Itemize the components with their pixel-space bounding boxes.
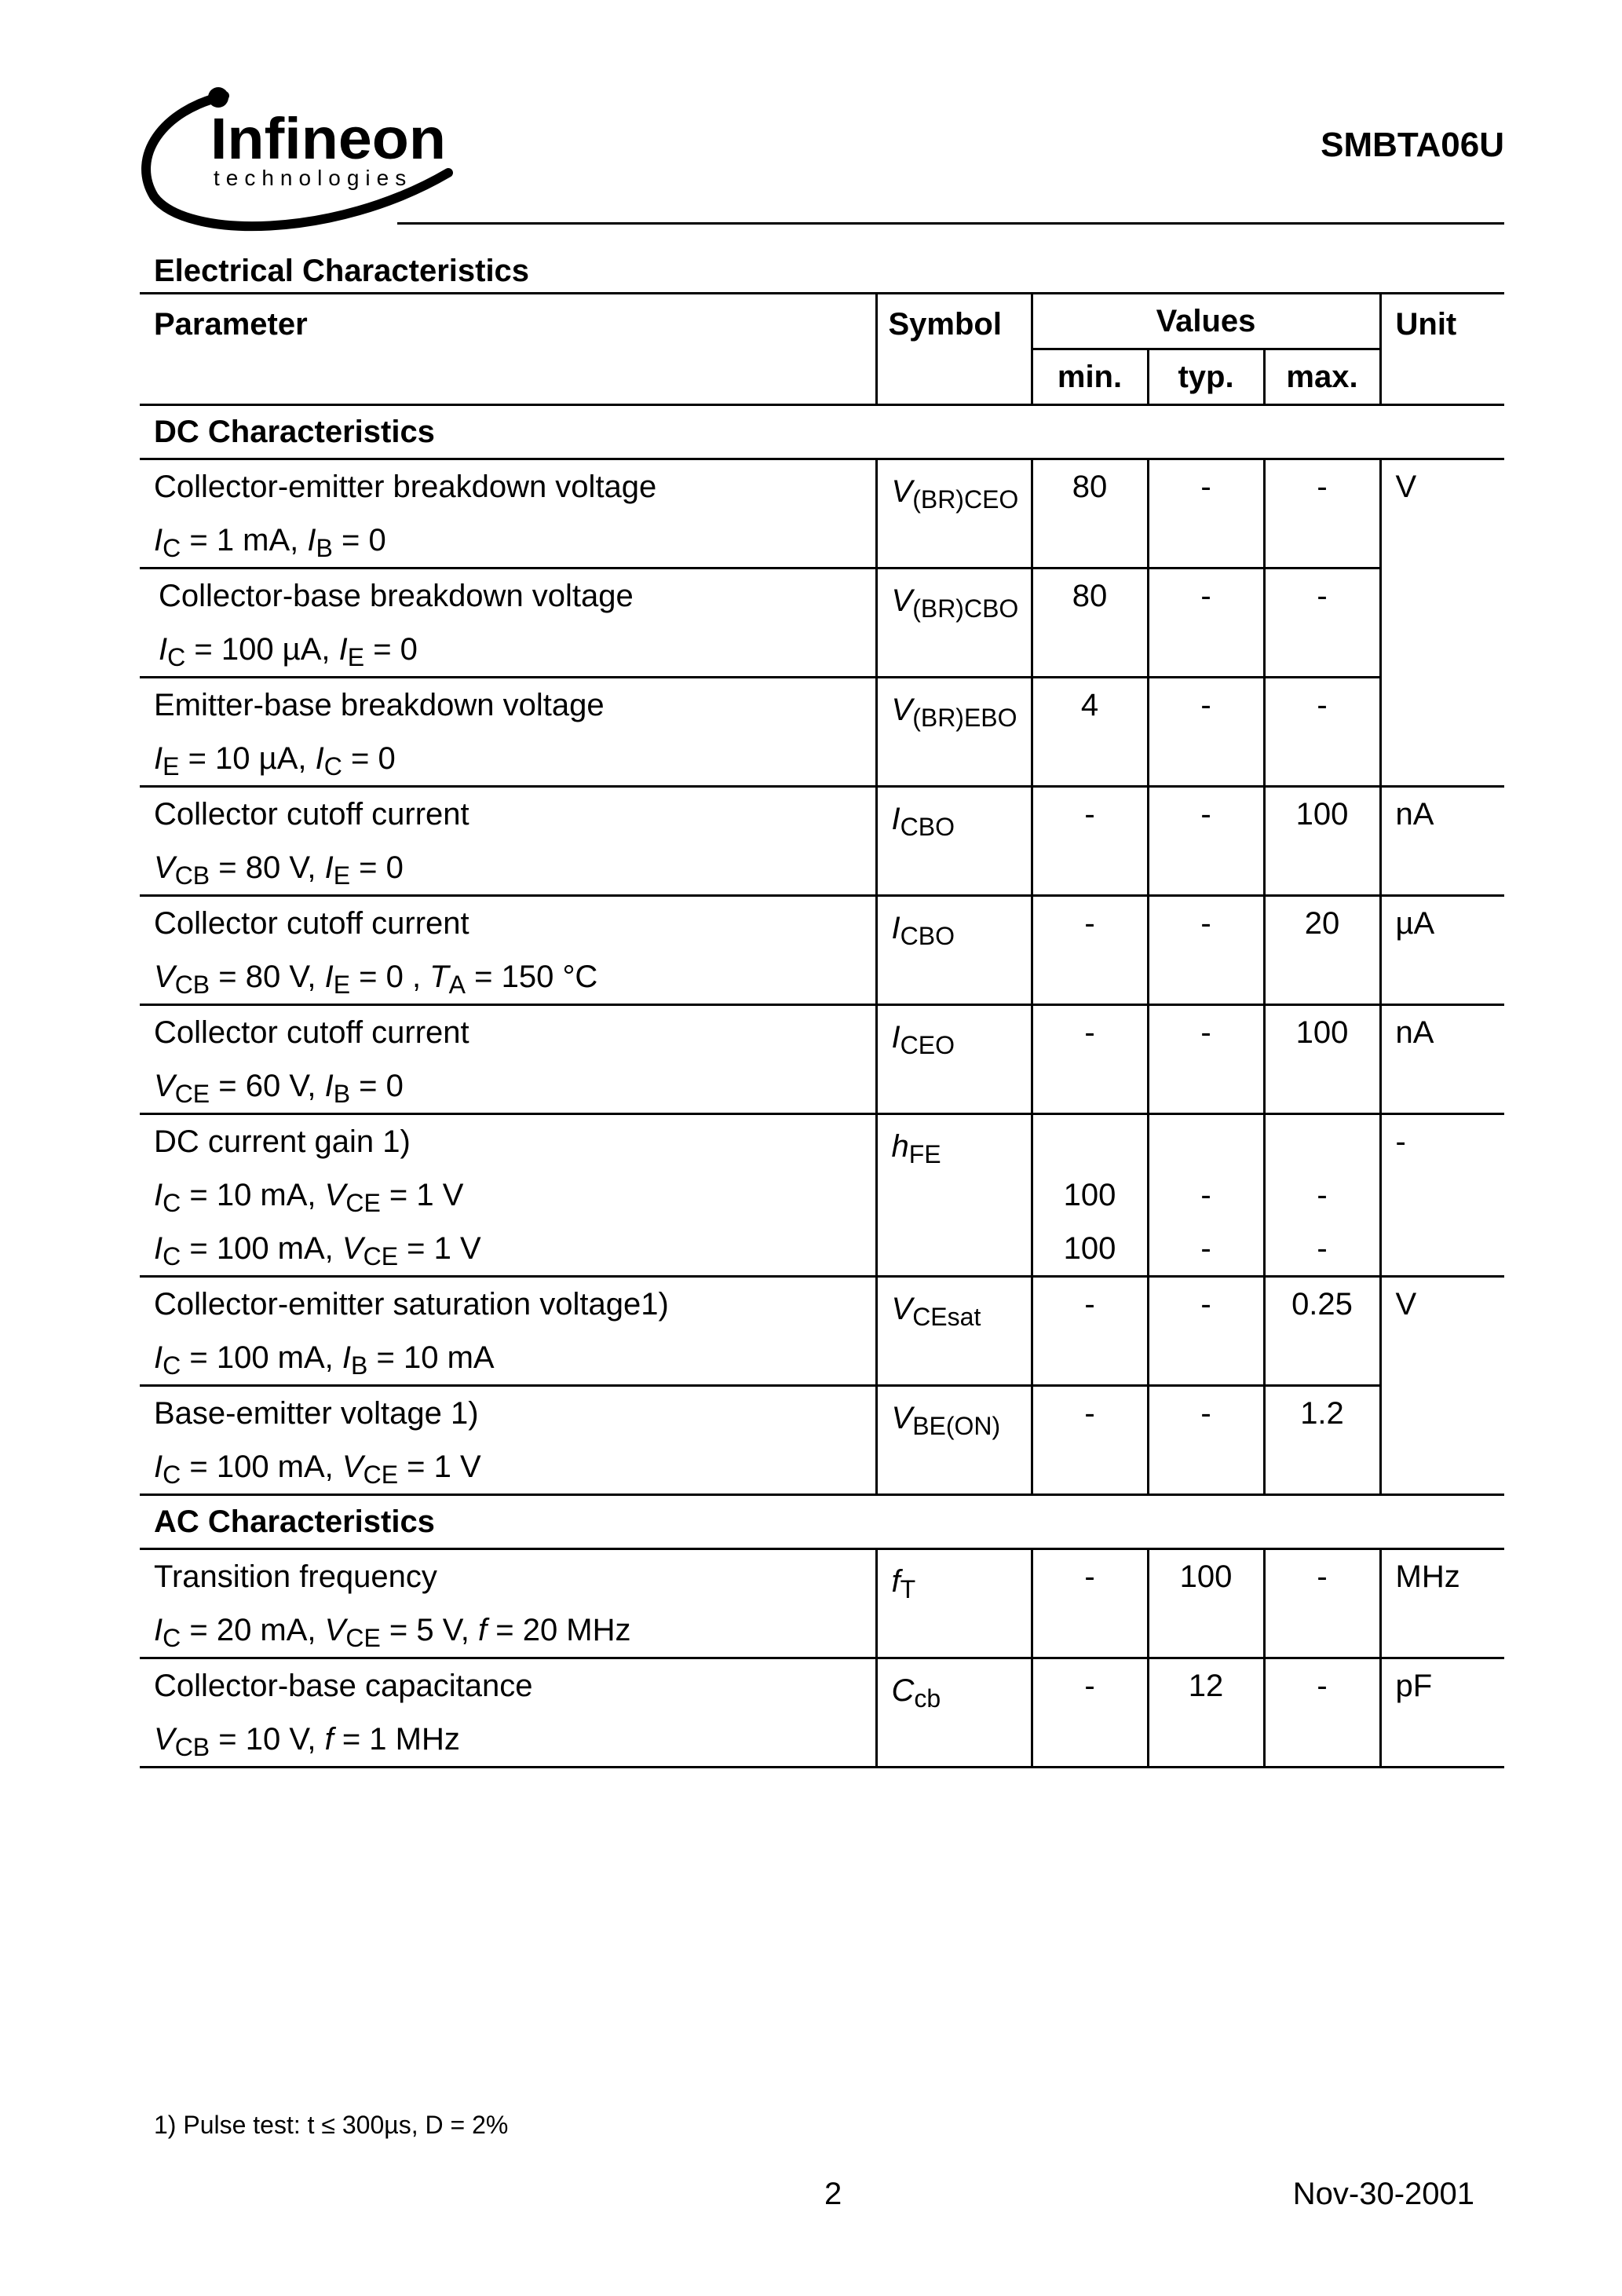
table-row [140,1549,1504,1658]
parameter-cell: Collector-emitter breakdown voltage $I_C = 1$ mA, $I_B = 0$ [140,459,876,569]
min-cell: - [1032,1277,1148,1386]
table-row [140,1386,1504,1495]
typ-cell: - [1148,1277,1264,1386]
symbol-cell: $V_{(BR)CBO}$ [876,569,1032,678]
table-row [140,1658,1504,1768]
table-row [140,678,1504,787]
symbol-cell: $V_{(BR)EBO}$ [876,678,1032,787]
max-cell: - [1264,569,1380,678]
parameter-cell: Collector cutoff current $V_{CE} = 60$ V, $I_B = 0$ [140,1005,876,1114]
max-cell: 100 [1264,1005,1380,1114]
unit-cell: nA [1380,1005,1504,1114]
min-cell: - [1032,1549,1148,1658]
table-row [140,459,1504,569]
unit-cell: pF [1380,1658,1504,1768]
max-cell: 100 [1264,787,1380,896]
parameter-cell: Collector-base capacitance $V_{CB} = 10$ V, f = 1 MHz [140,1658,876,1768]
header-values: Values [1032,294,1380,349]
header-min: min. [1032,349,1148,405]
unit-cell: - [1380,1114,1504,1277]
min-cell: - [1032,896,1148,1005]
header-unit: Unit [1380,294,1504,405]
table-title: Electrical Characteristics [140,247,1504,294]
parameter-cell: Base-emitter voltage 1) $I_C = 100$ mA, $V_{CE} = 1$ V [140,1386,876,1495]
infineon-logo [138,79,468,236]
typ-cell: - [1148,678,1264,787]
typ-cell: - [1148,569,1264,678]
section-ac: AC Characteristics [140,1495,1504,1549]
section-dc: DC Characteristics [140,405,1504,459]
footnote: 1) Pulse test: t ≤ 300µs, D = 2% [154,2111,509,2139]
logo-subtitle: technologies [214,166,413,190]
symbol-cell: $I_{CEO}$ [876,1005,1032,1114]
symbol-cell: $h_{FE}$ [876,1114,1032,1277]
min-cell: - [1032,1658,1148,1768]
min-cell: 80 [1032,569,1148,678]
min-cell: - [1032,1386,1148,1495]
symbol-cell: $I_{CBO}$ [876,896,1032,1005]
page-number: 2 [824,2177,842,2211]
max-cell: - [1264,1549,1380,1658]
table-row [140,569,1504,678]
header-symbol: Symbol [876,294,1032,405]
unit-cell: V [1380,1277,1504,1495]
typ-cell: - [1148,1005,1264,1114]
parameter-cell: Transition frequency $I_C = 20$ mA, $V_{CE} = 5$ V, f = 20 MHz [140,1549,876,1658]
min-cell: 80 [1032,459,1148,569]
header-typ: typ. [1148,349,1264,405]
document-date: Nov-30-2001 [1292,2177,1474,2211]
parameter-cell: Emitter-base breakdown voltage $I_E = 10$ µA, $I_C = 0$ [140,678,876,787]
max-cell: - [1264,459,1380,569]
unit-cell: nA [1380,787,1504,896]
parameter-cell: DC current gain 1) $I_C = 10$ mA, $V_{CE} = 1$ V $I_C = 100$ mA, $V_{CE} = 1$ V [140,1114,876,1277]
typ-cell: - [1148,1386,1264,1495]
symbol-cell: $I_{CBO}$ [876,787,1032,896]
parameter-cell: Collector cutoff current $V_{CB} = 80$ V, $I_E = 0$ [140,787,876,896]
parameter-cell: Collector cutoff current $V_{CB} = 80$ V, $I_E = 0$ , $T_A = 150$ °C [140,896,876,1005]
symbol-cell: $V_{BE(ON)}$ [876,1386,1032,1495]
min-cell: 4 [1032,678,1148,787]
min-cell: - [1032,787,1148,896]
symbol-cell: $C_{cb}$ [876,1658,1032,1768]
typ-cell: - [1148,896,1264,1005]
unit-cell: MHz [1380,1549,1504,1658]
table-row [140,787,1504,896]
max-cell: - - [1264,1114,1380,1277]
logo-wordmark: Infineon [210,106,446,171]
min-cell: 100 100 [1032,1114,1148,1277]
parameter-cell: Collector-emitter saturation voltage1) $I_C = 100$ mA, $I_B = 10$ mA [140,1277,876,1386]
header-rule [397,222,1504,225]
max-cell: 0.25 [1264,1277,1380,1386]
typ-cell: - - [1148,1114,1264,1277]
table-row [140,1114,1504,1277]
symbol-cell: $f_T$ [876,1549,1032,1658]
max-cell: - [1264,678,1380,787]
typ-cell: 100 [1148,1549,1264,1658]
parameter-cell: Collector-base breakdown voltage $I_C = 100$ µA, $I_E = 0$ [140,569,876,678]
symbol-cell: $V_{CEsat}$ [876,1277,1032,1386]
table-row [140,896,1504,1005]
max-cell: - [1264,1658,1380,1768]
part-number: SMBTA06U [1321,126,1504,164]
symbol-cell: $V_{(BR)CEO}$ [876,459,1032,569]
typ-cell: - [1148,787,1264,896]
max-cell: 20 [1264,896,1380,1005]
typ-cell: - [1148,459,1264,569]
header-parameter: Parameter [140,294,876,405]
table-row [140,1005,1504,1114]
unit-cell: V [1380,459,1504,787]
header-max: max. [1264,349,1380,405]
electrical-characteristics-table [140,247,1504,1768]
typ-cell: 12 [1148,1658,1264,1768]
min-cell: - [1032,1005,1148,1114]
max-cell: 1.2 [1264,1386,1380,1495]
table-row [140,1277,1504,1386]
unit-cell: µA [1380,896,1504,1005]
